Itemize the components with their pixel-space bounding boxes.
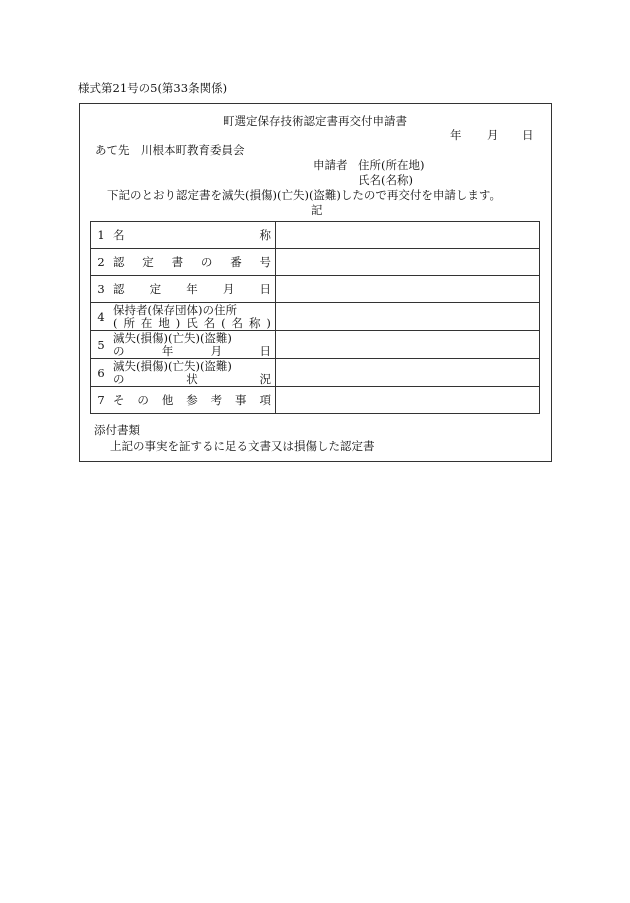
item-label-char: 書 — [171, 254, 184, 269]
date-year: 年 — [450, 128, 462, 142]
item-label — [111, 249, 276, 276]
item-value-field[interactable] — [276, 359, 540, 387]
item-number: 6 — [91, 359, 112, 387]
item-label-char: 称 — [248, 315, 261, 330]
item-label-char: 年 — [186, 281, 198, 296]
item-label-char: 定 — [149, 281, 162, 296]
item-label-char: 状 — [186, 371, 198, 386]
item-label-char: 日 — [259, 281, 271, 296]
attachments-heading: 添付書類 — [94, 423, 140, 437]
applicant-label: 申請者 — [313, 158, 348, 172]
item-label-char: の — [113, 343, 125, 358]
item-label-char: 年 — [161, 343, 174, 358]
item-label-char: 号 — [259, 254, 271, 269]
item-value-field[interactable] — [276, 387, 540, 414]
item-label-char: の — [113, 371, 125, 386]
applicant-name-label: 氏名(名称) — [358, 173, 413, 187]
item-label-char: 名 — [231, 315, 243, 330]
item-label-char: 称 — [259, 227, 271, 242]
item-label-char: 番 — [230, 254, 242, 269]
item-label-char: 事 — [235, 392, 247, 407]
item-number: 5 — [91, 331, 112, 359]
item-label-char: 参 — [186, 392, 198, 407]
item-number: 7 — [91, 387, 112, 414]
table-row — [91, 387, 540, 414]
item-label — [111, 222, 276, 249]
item-label-char: ( — [113, 315, 118, 330]
item-label — [111, 387, 276, 414]
form-number-label: 様式第21号の5(第33条関係) — [78, 81, 228, 95]
item-value-field[interactable] — [276, 331, 540, 359]
items-table — [90, 221, 540, 414]
item-label-line1: 滅失(損傷)(亡失)(盗難) — [113, 330, 232, 345]
item-label-line1: 保持者(保存団体)の住所 — [113, 302, 237, 317]
item-label-char: 月 — [222, 281, 235, 296]
item-number: 2 — [91, 249, 112, 276]
date-day: 日 — [522, 128, 534, 142]
item-label-char: 況 — [259, 371, 271, 386]
ki-heading: 記 — [311, 203, 323, 217]
item-value-field[interactable] — [276, 222, 540, 249]
item-number: 4 — [91, 303, 112, 331]
form-title: 町選定保存技術認定書再交付申請書 — [223, 114, 407, 128]
item-label-char: の — [200, 254, 213, 269]
item-label-line1: 滅失(損傷)(亡失)(盗難) — [113, 358, 232, 373]
table-row — [91, 359, 540, 387]
table-row — [91, 222, 540, 249]
table-row — [91, 331, 540, 359]
item-label-char: 項 — [259, 392, 271, 407]
item-label — [111, 276, 276, 303]
item-label-char: 在 — [140, 315, 153, 330]
item-number: 1 — [91, 222, 112, 249]
item-label-char: 地 — [158, 315, 170, 330]
table-row — [91, 276, 540, 303]
item-label — [111, 331, 276, 359]
item-label-char: 所 — [123, 315, 135, 330]
item-label — [111, 303, 276, 331]
item-label-char: ( — [221, 315, 226, 330]
item-value-field[interactable] — [276, 303, 540, 331]
date-month: 月 — [487, 128, 499, 142]
item-label-char: 名 — [203, 315, 216, 330]
applicant-address-label: 住所(所在地) — [358, 158, 425, 172]
item-label-char: 名 — [113, 227, 125, 242]
item-label-char: 月 — [210, 343, 223, 358]
item-label-char: ) — [175, 315, 181, 330]
item-label-char: の — [137, 392, 149, 407]
table-row — [91, 249, 540, 276]
item-label-char: そ — [113, 392, 125, 407]
item-label-char: 定 — [142, 254, 154, 269]
item-label-char: 日 — [259, 343, 271, 358]
item-label-char: 氏 — [186, 315, 198, 330]
item-value-field[interactable] — [276, 276, 540, 303]
item-number: 3 — [91, 276, 112, 303]
item-label — [111, 359, 276, 387]
item-label-char: 認 — [113, 281, 125, 296]
addressee: あて先 川根本町教育委員会 — [95, 143, 245, 157]
attachments-body: 上記の事実を証するに足る文書又は損傷した認定書 — [110, 439, 375, 453]
item-label-char: ) — [266, 315, 271, 330]
item-label-char: 他 — [161, 392, 174, 407]
item-label-char: 考 — [210, 392, 223, 407]
item-value-field[interactable] — [276, 249, 540, 276]
item-label-char: 認 — [113, 254, 125, 269]
table-row — [91, 303, 540, 331]
application-statement: 下記のとおり認定書を滅失(損傷)(亡失)(盗難)したので再交付を申請します。 — [107, 188, 501, 202]
